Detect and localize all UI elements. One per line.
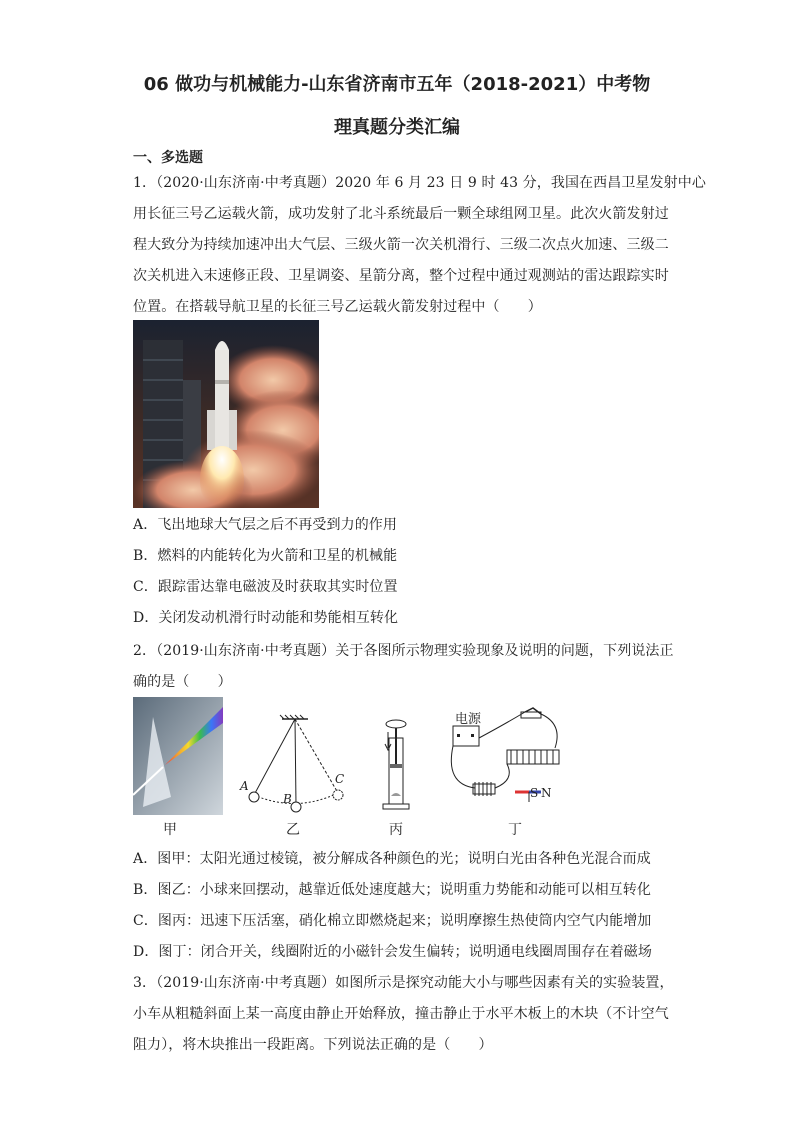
q1-option-b: B．燃料的内能转化为火箭和卫星的机械能 (133, 548, 398, 564)
q2-option-d: D．图丁：闭合开关，线圈附近的小磁针会发生偏转；说明通电线圈周围存在着磁场 (133, 944, 652, 960)
q3-line: 阻力），将木块推出一段距离。下列说法正确的是（ ） (133, 1037, 493, 1053)
magnet-s-label: S (530, 786, 539, 800)
q1-option-c: C．跟踪雷达靠电磁波及时获取其实时位置 (133, 579, 398, 595)
q2-line: 2．（2019·山东济南·中考真题）关于各图所示物理实验现象及说明的问题，下列说法正 (133, 643, 674, 659)
q1-line: 位置。在搭载导航卫星的长征三号乙运载火箭发射过程中（ ） (133, 299, 542, 315)
q1-line: 用长征三号乙运载火箭，成功发射了北斗系统最后一颗全球组网卫星。此次火箭发射过 (133, 206, 669, 222)
q1-option-a: A．飞出地球大气层之后不再受到力的作用 (133, 517, 398, 533)
pendulum-label-b: B (283, 792, 292, 806)
q3-line: 小车从粗糙斜面上某一高度由静止开始释放，撞击静止于水平木板上的木块（不计空气 (133, 1006, 669, 1022)
rocket-launch-photo (133, 320, 319, 508)
q3-line: 3．（2019·山东济南·中考真题）如图所示是探究动能大小与哪些因素有关的实验装置， (133, 975, 674, 991)
magnet-n-label: N (541, 786, 552, 800)
q2-option-a: A．图甲：太阳光通过棱镜，被分解成各种颜色的光；说明白光由各种色光混合而成 (133, 851, 651, 867)
q1-option-d: D．关闭发动机滑行时动能和势能相互转化 (133, 610, 399, 626)
figure-label-jia: 甲 (163, 822, 177, 838)
q1-line: 1．（2020·山东济南·中考真题）2020 年 6 月 23 日 9 时 43 分，我国在西昌卫星发射中心 (133, 175, 706, 191)
figure-label-bing: 丙 (389, 822, 403, 838)
q2-option-b: B．图乙：小球来回摆动，越靠近低处速度越大；说明重力势能和动能可以相互转化 (133, 882, 651, 898)
pendulum-label-a: A (240, 779, 249, 793)
q2-line: 确的是（ ） (133, 674, 232, 690)
fire-syringe-diagram (378, 718, 414, 814)
section-heading: 一、多选题 (133, 150, 203, 166)
q2-option-c: C．图丙：迅速下压活塞，硝化棉立即燃烧起来；说明摩擦生热使筒内空气内能增加 (133, 913, 652, 929)
pendulum-label-c: C (335, 772, 345, 786)
pendulum-diagram (236, 713, 352, 813)
power-source-label: 电源 (455, 712, 482, 727)
doc-title-line2: 理真题分类汇编 (334, 117, 460, 138)
q1-line: 次关机进入末速修正段、卫星调姿、星箭分离，整个过程中通过观测站的雷达跟踪实时 (133, 268, 669, 284)
doc-title-line1: 06 做功与机械能力-山东省济南市五年（2018-2021）中考物 (143, 74, 651, 95)
figure-label-ding: 丁 (508, 822, 522, 838)
q1-line: 程大致分为持续加速冲出大气层、三级火箭一次关机滑行、三级二次点火加速、三级二 (133, 237, 669, 253)
prism-photo (133, 697, 223, 815)
figure-label-yi: 乙 (286, 822, 300, 838)
